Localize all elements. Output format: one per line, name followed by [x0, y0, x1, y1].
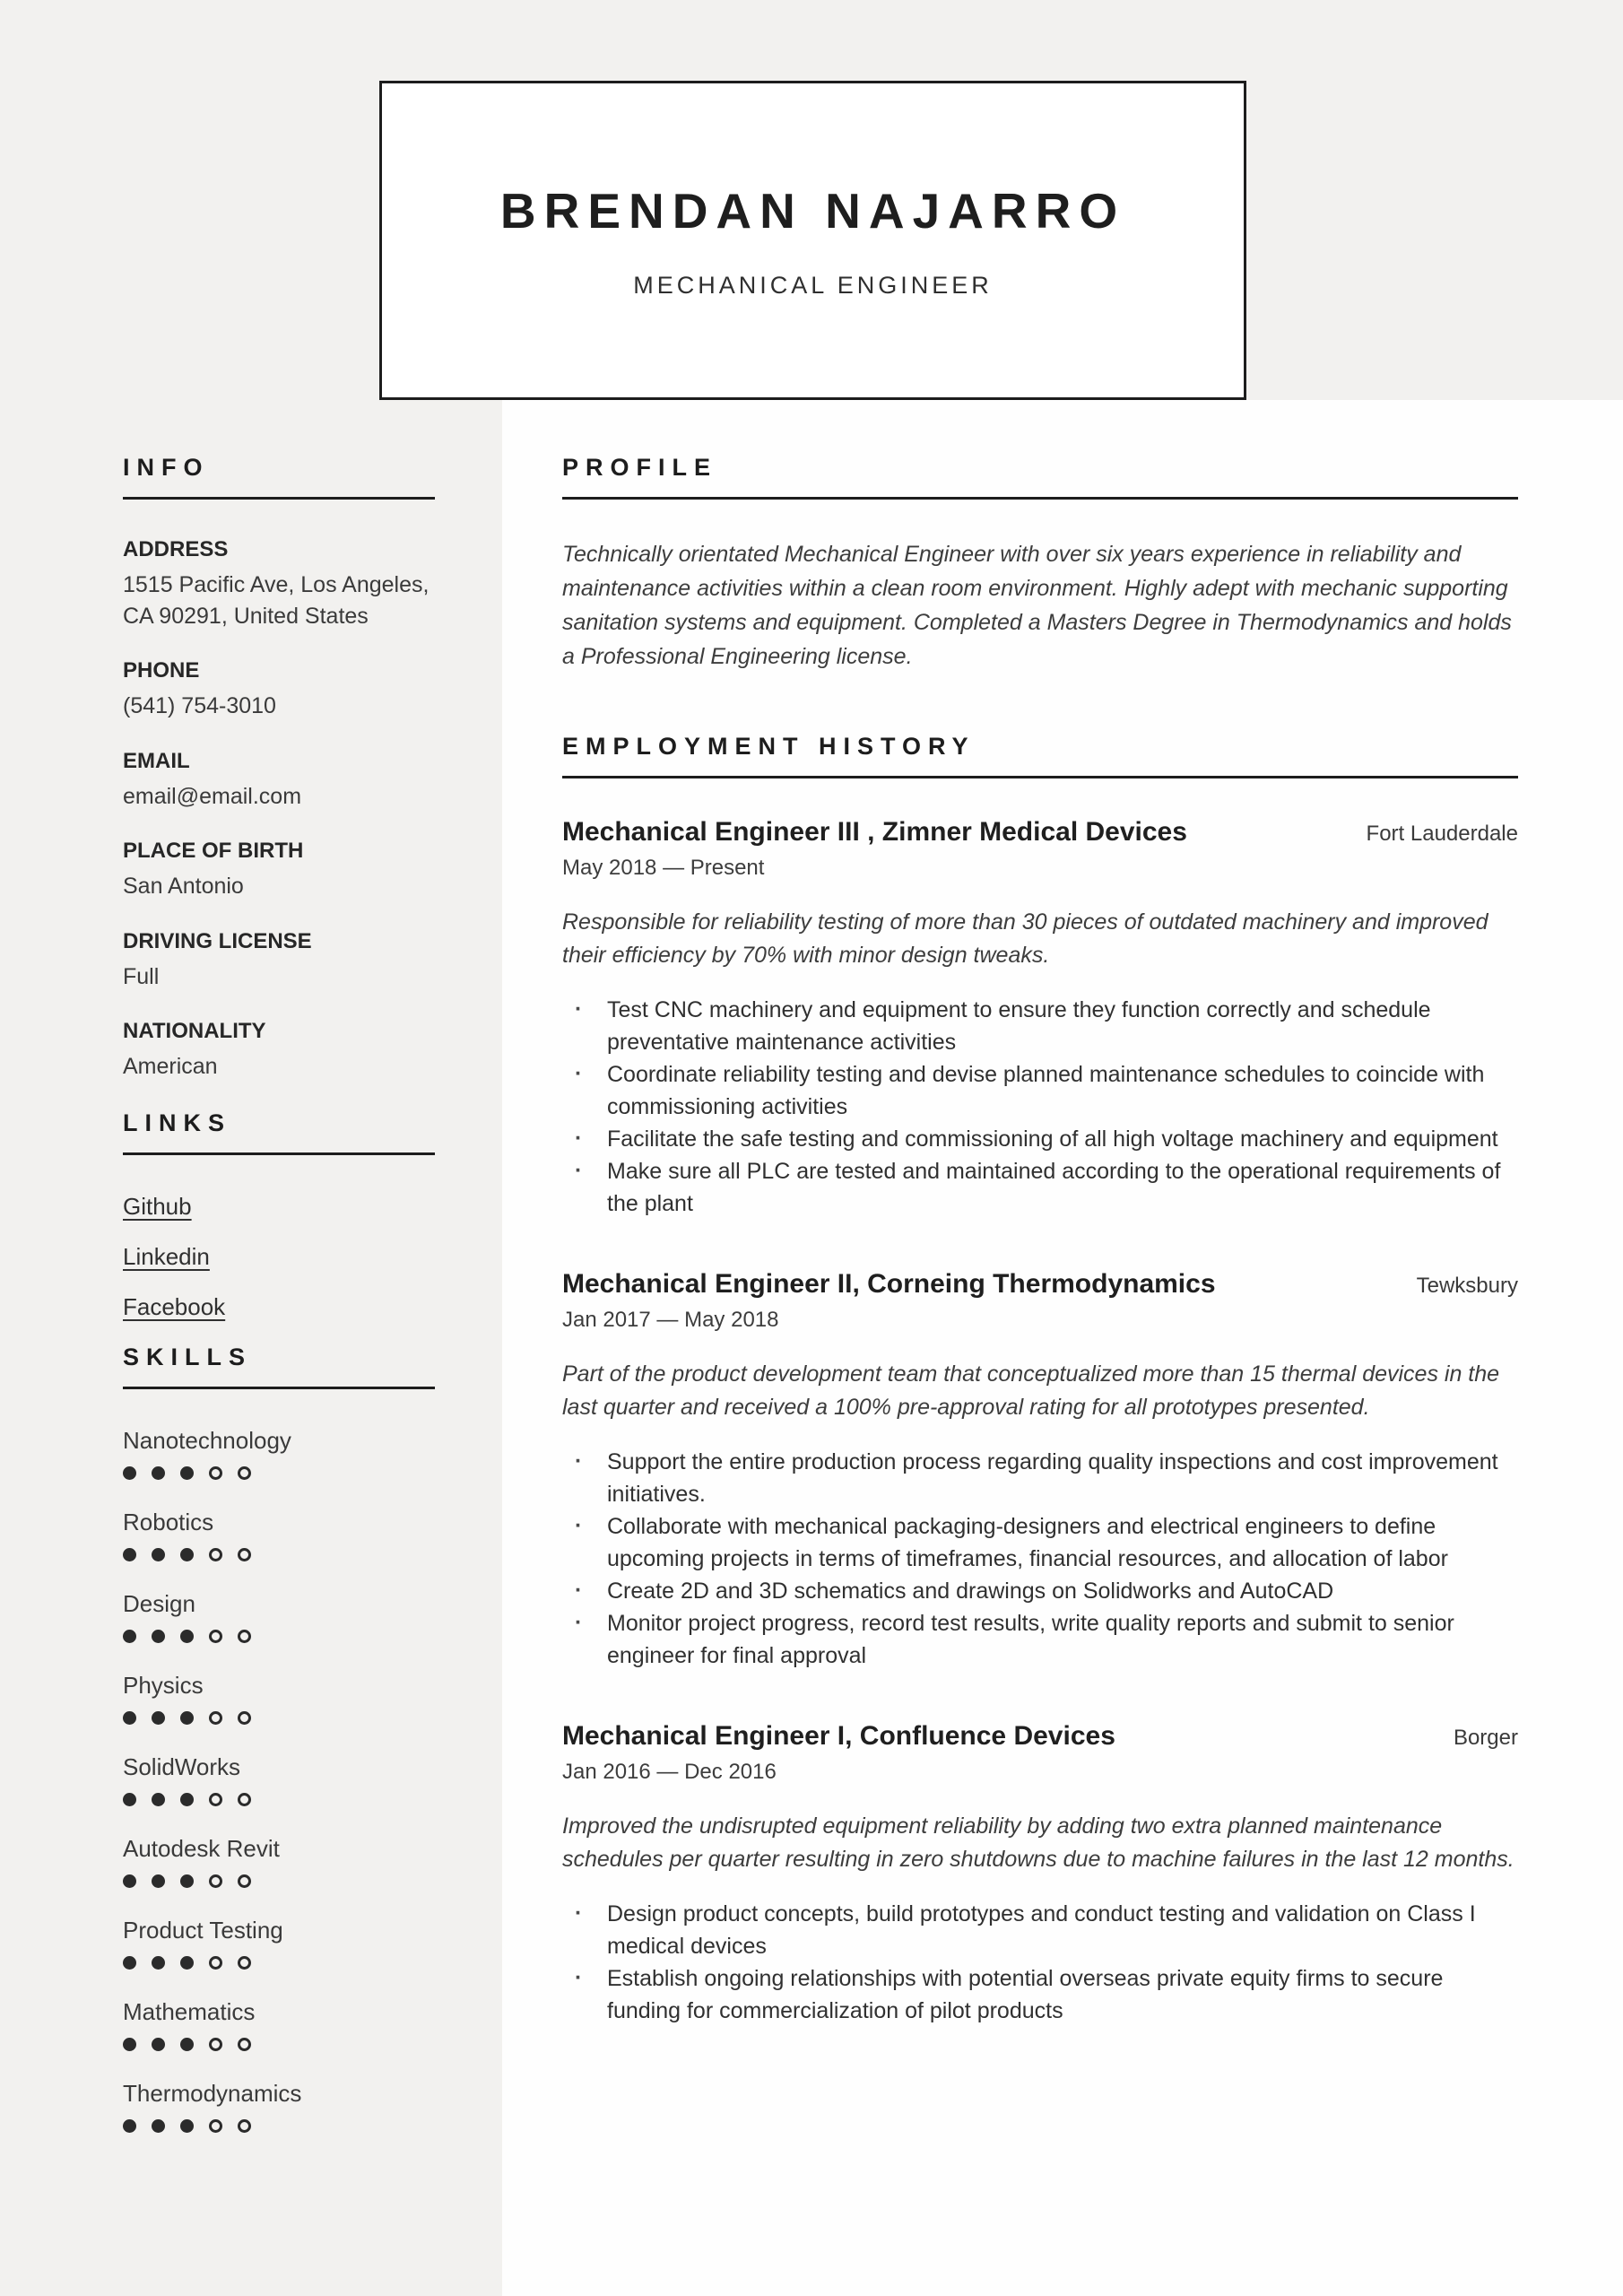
employment-heading: EMPLOYMENT HISTORY	[562, 733, 1518, 778]
skill-dot-filled	[123, 1630, 136, 1643]
skill-dot-empty	[238, 2038, 251, 2051]
social-link[interactable]: Github	[123, 1192, 192, 1220]
skill-rating	[123, 1874, 435, 1888]
skill-dot-empty	[209, 1711, 222, 1725]
skill-dot-empty	[238, 1630, 251, 1643]
skills-heading: SKILLS	[123, 1344, 435, 1389]
skill-dot-filled	[123, 1874, 136, 1888]
skill-dot-empty	[209, 1630, 222, 1643]
info-field	[123, 839, 435, 902]
skill-dot-filled	[152, 1956, 165, 1970]
skill-dot-filled	[180, 2119, 194, 2133]
skill-item	[123, 1427, 435, 1480]
job-location: Borger	[1453, 1726, 1518, 1750]
job-head	[562, 1268, 1518, 1300]
skill-dot-filled	[152, 1548, 165, 1561]
info-field-value: 1515 Pacific Ave, Los Angeles, CA 90291, United States	[123, 572, 430, 629]
info-heading: INFO	[123, 454, 435, 500]
skill-rating	[123, 1793, 435, 1806]
job-bullet: · Design product concepts, build prototypes and conduct testing and validation on Class I medical devices	[562, 1898, 1518, 1962]
profile-heading: PROFILE	[562, 454, 1518, 500]
info-field	[123, 749, 435, 813]
skill-item	[123, 1753, 435, 1806]
skill-dot-filled	[123, 1956, 136, 1970]
job-title: Mechanical Engineer III , Zimner Medical Devices	[562, 817, 1187, 847]
skill-dot-filled	[152, 1466, 165, 1480]
skill-name: Robotics	[123, 1508, 214, 1535]
info-field-label: EMAIL	[123, 748, 190, 773]
info-field-list	[123, 537, 435, 1083]
skill-dot-filled	[123, 1548, 136, 1561]
skill-dot-empty	[209, 1793, 222, 1806]
job-bullet: · Test CNC machinery and equipment to ensure they function correctly and schedule preventative maintenance activities	[562, 994, 1518, 1058]
skill-dot-empty	[209, 1466, 222, 1480]
skill-item	[123, 1998, 435, 2051]
skill-dot-filled	[123, 1793, 136, 1806]
skill-dot-empty	[238, 1956, 251, 1970]
skill-name: Mathematics	[123, 1997, 256, 2025]
job-head	[562, 816, 1518, 848]
job-title: Mechanical Engineer I, Confluence Devices	[562, 1721, 1115, 1751]
job-entry	[562, 1720, 1518, 2027]
job-bullets	[562, 1446, 1518, 1672]
info-field	[123, 658, 435, 722]
skill-rating	[123, 2038, 435, 2051]
skill-dot-filled	[123, 1711, 136, 1725]
skill-dot-empty	[209, 1548, 222, 1561]
job-bullets	[562, 1898, 1518, 2027]
info-field	[123, 537, 435, 631]
skill-dot-filled	[152, 2119, 165, 2133]
skill-dot-filled	[152, 1793, 165, 1806]
skill-dot-filled	[123, 2038, 136, 2051]
info-field	[123, 1019, 435, 1083]
job-bullet: · Collaborate with mechanical packaging-designers and electrical engineers to define upcoming projects in terms of timeframes, financial resources, and allocation of labor	[562, 1510, 1518, 1575]
skill-dot-filled	[152, 1711, 165, 1725]
job-bullet: · Support the entire production process regarding quality inspections and cost improvement initiatives.	[562, 1446, 1518, 1510]
info-field-value: San Antonio	[123, 874, 244, 899]
info-field-label: PHONE	[123, 658, 200, 683]
job-dates: Jan 2016 — Dec 2016	[562, 1760, 777, 1784]
job-entry	[562, 816, 1518, 1220]
links-list	[123, 1193, 435, 1320]
candidate-name: BRENDAN NAJARRO	[499, 182, 1126, 239]
job-bullet: · Make sure all PLC are tested and maintained according to the operational requirements of the plant	[562, 1155, 1518, 1220]
skill-dot-filled	[123, 1466, 136, 1480]
skill-item	[123, 1509, 435, 1561]
header-card	[379, 81, 1246, 400]
skill-dot-empty	[209, 1874, 222, 1888]
info-field-value: Full	[123, 963, 160, 989]
info-field-value: (541) 754-3010	[123, 693, 276, 718]
social-link[interactable]: Facebook	[123, 1292, 226, 1320]
skill-item	[123, 1835, 435, 1888]
skill-dot-filled	[123, 2119, 136, 2133]
skill-dot-filled	[152, 2038, 165, 2051]
skill-dot-empty	[209, 2038, 222, 2051]
skill-rating	[123, 1548, 435, 1561]
skill-name: Product Testing	[123, 1916, 283, 1944]
skill-dot-filled	[152, 1630, 165, 1643]
skill-rating	[123, 1466, 435, 1480]
job-bullets	[562, 994, 1518, 1220]
sidebar	[123, 454, 435, 2161]
skill-dot-filled	[180, 1711, 194, 1725]
skill-name: Nanotechnology	[123, 1426, 291, 1454]
skill-dot-empty	[238, 1548, 251, 1561]
job-head	[562, 1720, 1518, 1752]
skill-dot-filled	[180, 1956, 194, 1970]
skill-name: Autodesk Revit	[123, 1834, 280, 1862]
skill-dot-empty	[238, 1711, 251, 1725]
job-title: Mechanical Engineer II, Corneing Thermodynamics	[562, 1269, 1216, 1299]
job-bullet: · Establish ongoing relationships with potential overseas private equity firms to secure funding for commercialization of pilot products	[562, 1962, 1518, 2027]
skill-dot-filled	[180, 1793, 194, 1806]
info-field	[123, 929, 435, 993]
main-column	[562, 454, 1518, 2075]
skill-dot-empty	[238, 1874, 251, 1888]
info-field-label: PLACE OF BIRTH	[123, 839, 304, 863]
skill-item	[123, 1672, 435, 1725]
skill-item	[123, 1590, 435, 1643]
info-field-label: DRIVING LICENSE	[123, 928, 312, 953]
skill-dot-filled	[180, 1548, 194, 1561]
skills-list	[123, 1427, 435, 2133]
skill-dot-empty	[209, 1956, 222, 1970]
social-link[interactable]: Linkedin	[123, 1242, 210, 1270]
skill-item	[123, 1917, 435, 1970]
job-location: Tewksbury	[1416, 1274, 1518, 1298]
skill-rating	[123, 1956, 435, 1970]
job-dates: Jan 2017 — May 2018	[562, 1308, 779, 1332]
candidate-title: MECHANICAL ENGINEER	[633, 271, 993, 299]
job-bullet: · Create 2D and 3D schematics and drawings on Solidworks and AutoCAD	[562, 1575, 1518, 1607]
job-summary: Improved the undisrupted equipment reliability by adding two extra planned maintenance schedules per quarter resulting in zero shutdowns due to machine failures in the last 12 months.	[562, 1813, 1515, 1872]
info-field-value: email@email.com	[123, 783, 302, 809]
job-bullet: · Facilitate the safe testing and commissioning of all high voltage machinery and equipment	[562, 1123, 1518, 1155]
job-list	[562, 816, 1518, 2027]
job-entry	[562, 1268, 1518, 1672]
job-location: Fort Lauderdale	[1366, 822, 1518, 846]
job-bullet: · Coordinate reliability testing and devise planned maintenance schedules to coincide with commissioning activities	[562, 1058, 1518, 1123]
job-bullet: · Monitor project progress, record test results, write quality reports and submit to senior engineer for final approval	[562, 1607, 1518, 1672]
skill-item	[123, 2080, 435, 2133]
info-field-label: ADDRESS	[123, 537, 229, 561]
skill-dot-filled	[180, 1874, 194, 1888]
job-summary: Responsible for reliability testing of more than 30 pieces of outdated machinery and improved their efficiency by 70% with minor design tweaks.	[562, 909, 1488, 968]
skill-rating	[123, 1711, 435, 1725]
skill-dot-filled	[152, 1874, 165, 1888]
skill-dot-filled	[180, 1630, 194, 1643]
info-field-label: NATIONALITY	[123, 1019, 266, 1043]
job-summary: Part of the product development team that conceptualized more than 15 thermal devices in the last quarter and received a 100% pre-approval rating for all prototypes presented.	[562, 1361, 1500, 1420]
skill-dot-filled	[180, 2038, 194, 2051]
skill-dot-filled	[180, 1466, 194, 1480]
job-dates: May 2018 — Present	[562, 856, 765, 880]
skill-dot-empty	[238, 2119, 251, 2133]
skill-rating	[123, 2119, 435, 2133]
skill-name: Thermodynamics	[123, 2079, 302, 2107]
skill-name: SolidWorks	[123, 1752, 241, 1780]
profile-text: Technically orientated Mechanical Engineer with over six years experience in reliability and maintenance activities within a clean room environment. Highly adept with mechanic supporting sanitation systems and equipment. Completed a Masters Degree in Thermodynamics and holds a Professional Engineering license.	[562, 542, 1512, 669]
skill-dot-empty	[238, 1466, 251, 1480]
info-field-value: American	[123, 1054, 218, 1079]
links-heading: LINKS	[123, 1109, 435, 1155]
skill-name: Physics	[123, 1671, 204, 1699]
skill-name: Design	[123, 1589, 195, 1617]
skill-dot-empty	[238, 1793, 251, 1806]
skill-rating	[123, 1630, 435, 1643]
skill-dot-empty	[209, 2119, 222, 2133]
